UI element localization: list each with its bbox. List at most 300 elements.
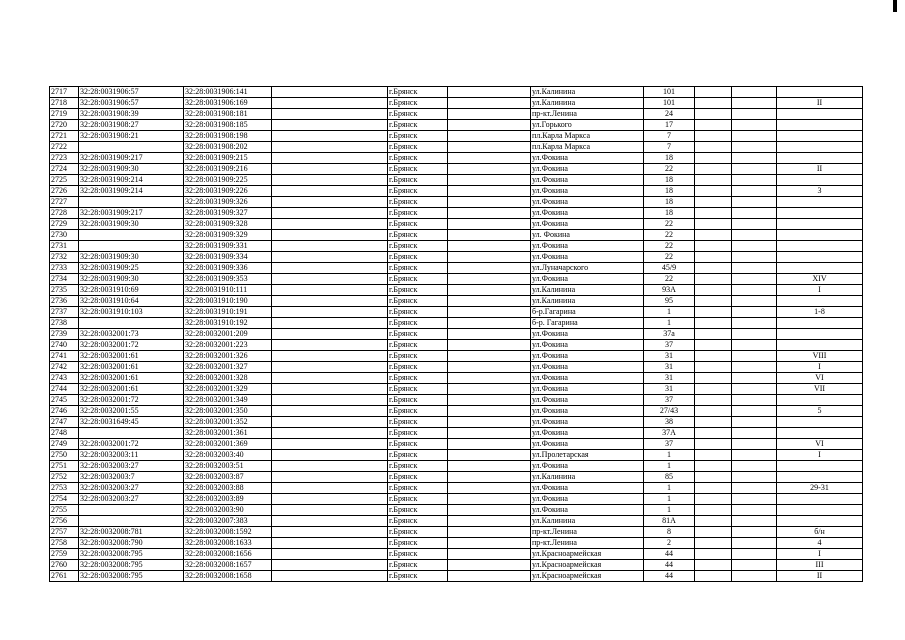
house-number-cell: 37 (644, 340, 695, 351)
house-number-cell: 22 (644, 274, 695, 285)
house-number-cell: 44 (644, 560, 695, 571)
blank-col-4-cell (732, 505, 777, 516)
blank-col-3-cell (695, 285, 732, 296)
blank-col-2-cell (448, 175, 531, 186)
blank-col-2-cell (448, 142, 531, 153)
blank-col-2-cell (448, 87, 531, 98)
blank-col-2-cell (448, 395, 531, 406)
row-number-cell: 2758 (50, 538, 79, 549)
house-number-cell: 1 (644, 318, 695, 329)
blank-col-4-cell (732, 274, 777, 285)
house-number-cell: 31 (644, 373, 695, 384)
table-row (50, 307, 863, 318)
land-cadastral-number-cell: 32:28:0032001:72 (79, 439, 184, 450)
blank-col-4-cell (732, 186, 777, 197)
land-cadastral-number-cell (79, 230, 184, 241)
blank-col-cell (272, 450, 388, 461)
blank-col-4-cell (732, 439, 777, 450)
apartment-cell (777, 263, 863, 274)
city-cell: г.Брянск (388, 208, 448, 219)
city-cell: г.Брянск (388, 263, 448, 274)
house-number-cell: 24 (644, 109, 695, 120)
table-row (50, 340, 863, 351)
city-cell: г.Брянск (388, 109, 448, 120)
row-number-cell: 2740 (50, 340, 79, 351)
apartment-cell (777, 494, 863, 505)
blank-col-4-cell (732, 98, 777, 109)
blank-col-cell (272, 538, 388, 549)
object-cadastral-number-cell: 32:28:0032003:51 (184, 461, 272, 472)
blank-col-3-cell (695, 560, 732, 571)
land-cadastral-number-cell: 32:28:0031909:30 (79, 164, 184, 175)
blank-col-2-cell (448, 164, 531, 175)
street-cell: ул.Фокина (531, 252, 644, 263)
blank-col-3-cell (695, 450, 732, 461)
apartment-cell: 29-31 (777, 483, 863, 494)
blank-col-4-cell (732, 571, 777, 582)
apartment-cell: VI (777, 439, 863, 450)
blank-col-2-cell (448, 296, 531, 307)
house-number-cell: 37 (644, 439, 695, 450)
object-cadastral-number-cell: 32:28:0031909:353 (184, 274, 272, 285)
street-cell: ул.Фокина (531, 340, 644, 351)
blank-col-3-cell (695, 351, 732, 362)
land-cadastral-number-cell: 32:28:0032008:790 (79, 538, 184, 549)
blank-col-4-cell (732, 142, 777, 153)
table-row (50, 549, 863, 560)
apartment-cell: 4 (777, 538, 863, 549)
house-number-cell: 18 (644, 175, 695, 186)
house-number-cell: 38 (644, 417, 695, 428)
blank-col-3-cell (695, 340, 732, 351)
object-cadastral-number-cell: 32:28:0032008:1656 (184, 549, 272, 560)
blank-col-4-cell (732, 527, 777, 538)
blank-col-4-cell (732, 318, 777, 329)
blank-col-4-cell (732, 219, 777, 230)
apartment-cell (777, 318, 863, 329)
row-number-cell: 2743 (50, 373, 79, 384)
blank-col-2-cell (448, 362, 531, 373)
table-row (50, 494, 863, 505)
blank-col-2-cell (448, 208, 531, 219)
blank-col-3-cell (695, 384, 732, 395)
table-row (50, 263, 863, 274)
table-row (50, 351, 863, 362)
land-cadastral-number-cell: 32:28:0031909:30 (79, 274, 184, 285)
table-row (50, 516, 863, 527)
row-number-cell: 2756 (50, 516, 79, 527)
object-cadastral-number-cell: 32:28:0032008:1658 (184, 571, 272, 582)
house-number-cell: 2 (644, 538, 695, 549)
blank-col-4-cell (732, 461, 777, 472)
city-cell: г.Брянск (388, 450, 448, 461)
blank-col-3-cell (695, 263, 732, 274)
land-cadastral-number-cell: 32:28:0032008:795 (79, 549, 184, 560)
blank-col-2-cell (448, 252, 531, 263)
object-cadastral-number-cell: 32:28:0031909:329 (184, 230, 272, 241)
city-cell: г.Брянск (388, 318, 448, 329)
land-cadastral-number-cell (79, 197, 184, 208)
blank-col-3-cell (695, 472, 732, 483)
row-number-cell: 2733 (50, 263, 79, 274)
house-number-cell: 31 (644, 362, 695, 373)
house-number-cell: 101 (644, 87, 695, 98)
blank-col-cell (272, 439, 388, 450)
object-cadastral-number-cell: 32:28:0032003:88 (184, 483, 272, 494)
blank-col-cell (272, 329, 388, 340)
land-cadastral-number-cell: 32:28:0031908:27 (79, 120, 184, 131)
apartment-cell: II (777, 164, 863, 175)
blank-col-3-cell (695, 186, 732, 197)
blank-col-3-cell (695, 461, 732, 472)
row-number-cell: 2737 (50, 307, 79, 318)
apartment-cell: I (777, 362, 863, 373)
street-cell: ул.Фокина (531, 164, 644, 175)
blank-col-2-cell (448, 560, 531, 571)
blank-col-cell (272, 296, 388, 307)
blank-col-cell (272, 263, 388, 274)
blank-col-2-cell (448, 571, 531, 582)
blank-col-4-cell (732, 307, 777, 318)
street-cell: ул.Фокина (531, 428, 644, 439)
object-cadastral-number-cell: 32:28:0032001:328 (184, 373, 272, 384)
blank-col-2-cell (448, 98, 531, 109)
house-number-cell: 18 (644, 208, 695, 219)
blank-col-2-cell (448, 428, 531, 439)
house-number-cell: 18 (644, 153, 695, 164)
city-cell: г.Брянск (388, 296, 448, 307)
land-cadastral-number-cell: 32:28:0031908:39 (79, 109, 184, 120)
apartment-cell (777, 428, 863, 439)
apartment-cell (777, 87, 863, 98)
city-cell: г.Брянск (388, 571, 448, 582)
apartment-cell (777, 472, 863, 483)
row-number-cell: 2728 (50, 208, 79, 219)
table-row (50, 164, 863, 175)
blank-col-3-cell (695, 230, 732, 241)
table-row (50, 395, 863, 406)
house-number-cell: 22 (644, 252, 695, 263)
house-number-cell: 22 (644, 241, 695, 252)
street-cell: ул.Калинина (531, 98, 644, 109)
land-cadastral-number-cell: 32:28:0031910:64 (79, 296, 184, 307)
blank-col-4-cell (732, 131, 777, 142)
blank-col-2-cell (448, 351, 531, 362)
house-number-cell: 85 (644, 472, 695, 483)
blank-col-3-cell (695, 274, 732, 285)
object-cadastral-number-cell: 32:28:0031909:326 (184, 197, 272, 208)
city-cell: г.Брянск (388, 362, 448, 373)
blank-col-2-cell (448, 516, 531, 527)
blank-col-4-cell (732, 230, 777, 241)
blank-col-cell (272, 219, 388, 230)
blank-col-4-cell (732, 373, 777, 384)
blank-col-cell (272, 241, 388, 252)
blank-col-2-cell (448, 318, 531, 329)
street-cell: ул.Фокина (531, 351, 644, 362)
blank-col-2-cell (448, 109, 531, 120)
blank-col-2-cell (448, 230, 531, 241)
blank-col-3-cell (695, 296, 732, 307)
apartment-cell: VI (777, 373, 863, 384)
blank-col-cell (272, 252, 388, 263)
table-row (50, 241, 863, 252)
land-cadastral-number-cell: 32:28:0031909:217 (79, 153, 184, 164)
blank-col-3-cell (695, 406, 732, 417)
street-cell: пл.Карла Маркса (531, 142, 644, 153)
blank-col-3-cell (695, 109, 732, 120)
blank-col-cell (272, 505, 388, 516)
table-row (50, 87, 863, 98)
street-cell: ул.Фокина (531, 362, 644, 373)
blank-col-4-cell (732, 483, 777, 494)
blank-col-cell (272, 461, 388, 472)
land-cadastral-number-cell: 32:28:0031910:69 (79, 285, 184, 296)
blank-col-cell (272, 285, 388, 296)
object-cadastral-number-cell: 32:28:0032003:40 (184, 450, 272, 461)
house-number-cell: 22 (644, 230, 695, 241)
row-number-cell: 2749 (50, 439, 79, 450)
land-cadastral-number-cell: 32:28:0032001:61 (79, 384, 184, 395)
street-cell: ул.Фокина (531, 274, 644, 285)
blank-col-4-cell (732, 428, 777, 439)
land-cadastral-number-cell: 32:28:0031909:30 (79, 219, 184, 230)
blank-col-3-cell (695, 505, 732, 516)
land-cadastral-number-cell: 32:28:0032003:11 (79, 450, 184, 461)
city-cell: г.Брянск (388, 164, 448, 175)
city-cell: г.Брянск (388, 527, 448, 538)
row-number-cell: 2761 (50, 571, 79, 582)
city-cell: г.Брянск (388, 538, 448, 549)
blank-col-2-cell (448, 373, 531, 384)
blank-col-3-cell (695, 164, 732, 175)
apartment-cell (777, 505, 863, 516)
table-row (50, 274, 863, 285)
table-row (50, 296, 863, 307)
table-row (50, 538, 863, 549)
blank-col-2-cell (448, 549, 531, 560)
land-cadastral-number-cell: 32:28:0032001:72 (79, 395, 184, 406)
blank-col-cell (272, 494, 388, 505)
blank-col-cell (272, 186, 388, 197)
city-cell: г.Брянск (388, 329, 448, 340)
house-number-cell: 45/9 (644, 263, 695, 274)
table-row (50, 285, 863, 296)
land-cadastral-number-cell: 32:28:0032001:61 (79, 362, 184, 373)
street-cell: ул.Фокина (531, 494, 644, 505)
object-cadastral-number-cell: 32:28:0032001:349 (184, 395, 272, 406)
blank-col-cell (272, 164, 388, 175)
apartment-cell (777, 329, 863, 340)
land-cadastral-number-cell: 32:28:0031909:30 (79, 252, 184, 263)
row-number-cell: 2739 (50, 329, 79, 340)
blank-col-4-cell (732, 549, 777, 560)
city-cell: г.Брянск (388, 142, 448, 153)
object-cadastral-number-cell: 32:28:0032001:326 (184, 351, 272, 362)
object-cadastral-number-cell: 32:28:0032003:90 (184, 505, 272, 516)
house-number-cell: 1 (644, 461, 695, 472)
table-row (50, 571, 863, 582)
blank-col-4-cell (732, 362, 777, 373)
table-row (50, 175, 863, 186)
blank-col-cell (272, 274, 388, 285)
street-cell: ул.Фокина (531, 219, 644, 230)
apartment-cell: I (777, 450, 863, 461)
blank-col-cell (272, 571, 388, 582)
land-cadastral-number-cell: 32:28:0031909:25 (79, 263, 184, 274)
blank-col-3-cell (695, 120, 732, 131)
row-number-cell: 2759 (50, 549, 79, 560)
row-number-cell: 2723 (50, 153, 79, 164)
blank-col-3-cell (695, 417, 732, 428)
blank-col-4-cell (732, 406, 777, 417)
blank-col-cell (272, 516, 388, 527)
property-registry-table (49, 86, 863, 582)
table-row (50, 505, 863, 516)
object-cadastral-number-cell: 32:28:0032008:1633 (184, 538, 272, 549)
blank-col-cell (272, 527, 388, 538)
street-cell: ул.Красноармейская (531, 571, 644, 582)
blank-col-3-cell (695, 131, 732, 142)
blank-col-3-cell (695, 395, 732, 406)
blank-col-3-cell (695, 549, 732, 560)
house-number-cell: 1 (644, 494, 695, 505)
blank-col-2-cell (448, 153, 531, 164)
object-cadastral-number-cell: 32:28:0031909:336 (184, 263, 272, 274)
blank-col-cell (272, 483, 388, 494)
blank-col-cell (272, 549, 388, 560)
street-cell: ул.Калинина (531, 472, 644, 483)
apartment-cell: VIII (777, 351, 863, 362)
blank-col-cell (272, 98, 388, 109)
row-number-cell: 2752 (50, 472, 79, 483)
row-number-cell: 2751 (50, 461, 79, 472)
blank-col-2-cell (448, 384, 531, 395)
street-cell: ул.Фокина (531, 208, 644, 219)
row-number-cell: 2721 (50, 131, 79, 142)
table-row (50, 120, 863, 131)
blank-col-4-cell (732, 175, 777, 186)
blank-col-4-cell (732, 285, 777, 296)
blank-col-cell (272, 153, 388, 164)
house-number-cell: 22 (644, 219, 695, 230)
scan-edge-mark (893, 0, 897, 12)
blank-col-cell (272, 131, 388, 142)
row-number-cell: 2724 (50, 164, 79, 175)
land-cadastral-number-cell: 32:28:0032003:27 (79, 461, 184, 472)
apartment-cell (777, 296, 863, 307)
street-cell: пр-кт.Ленина (531, 109, 644, 120)
blank-col-4-cell (732, 450, 777, 461)
apartment-cell (777, 175, 863, 186)
object-cadastral-number-cell: 32:28:0032007:383 (184, 516, 272, 527)
object-cadastral-number-cell: 32:28:0031908:198 (184, 131, 272, 142)
object-cadastral-number-cell: 32:28:0031910:191 (184, 307, 272, 318)
blank-col-3-cell (695, 208, 732, 219)
street-cell: ул.Фокина (531, 241, 644, 252)
row-number-cell: 2754 (50, 494, 79, 505)
table-row (50, 142, 863, 153)
blank-col-3-cell (695, 87, 732, 98)
table-row (50, 131, 863, 142)
blank-col-4-cell (732, 296, 777, 307)
land-cadastral-number-cell (79, 318, 184, 329)
house-number-cell: 1 (644, 483, 695, 494)
street-cell: ул.Фокина (531, 186, 644, 197)
object-cadastral-number-cell: 32:28:0031909:334 (184, 252, 272, 263)
blank-col-cell (272, 120, 388, 131)
city-cell: г.Брянск (388, 494, 448, 505)
land-cadastral-number-cell: 32:28:0032001:72 (79, 340, 184, 351)
object-cadastral-number-cell: 32:28:0031908:185 (184, 120, 272, 131)
table-row (50, 252, 863, 263)
apartment-cell (777, 516, 863, 527)
blank-col-2-cell (448, 186, 531, 197)
house-number-cell: 31 (644, 384, 695, 395)
city-cell: г.Брянск (388, 241, 448, 252)
house-number-cell: 1 (644, 450, 695, 461)
blank-col-2-cell (448, 439, 531, 450)
street-cell: ул.Фокина (531, 153, 644, 164)
blank-col-cell (272, 230, 388, 241)
table-row (50, 186, 863, 197)
blank-col-4-cell (732, 494, 777, 505)
object-cadastral-number-cell: 32:28:0031909:327 (184, 208, 272, 219)
city-cell: г.Брянск (388, 98, 448, 109)
land-cadastral-number-cell: 32:28:0032001:61 (79, 351, 184, 362)
blank-col-2-cell (448, 417, 531, 428)
street-cell: ул.Фокина (531, 197, 644, 208)
blank-col-4-cell (732, 109, 777, 120)
object-cadastral-number-cell: 32:28:0031909:331 (184, 241, 272, 252)
blank-col-2-cell (448, 329, 531, 340)
blank-col-4-cell (732, 87, 777, 98)
table-row (50, 428, 863, 439)
blank-col-3-cell (695, 175, 732, 186)
apartment-cell (777, 230, 863, 241)
table-row (50, 230, 863, 241)
blank-col-cell (272, 395, 388, 406)
street-cell: ул.Калинина (531, 516, 644, 527)
table-row (50, 208, 863, 219)
land-cadastral-number-cell: 32:28:0032003:27 (79, 494, 184, 505)
apartment-cell (777, 131, 863, 142)
land-cadastral-number-cell: 32:28:0032008:795 (79, 560, 184, 571)
apartment-cell (777, 395, 863, 406)
house-number-cell: 37а (644, 329, 695, 340)
land-cadastral-number-cell: 32:28:0032003:27 (79, 483, 184, 494)
city-cell: г.Брянск (388, 395, 448, 406)
row-number-cell: 2746 (50, 406, 79, 417)
blank-col-4-cell (732, 340, 777, 351)
row-number-cell: 2719 (50, 109, 79, 120)
house-number-cell: 18 (644, 197, 695, 208)
city-cell: г.Брянск (388, 230, 448, 241)
object-cadastral-number-cell: 32:28:0032001:361 (184, 428, 272, 439)
apartment-cell: 5 (777, 406, 863, 417)
city-cell: г.Брянск (388, 417, 448, 428)
street-cell: ул.Фокина (531, 175, 644, 186)
table-row (50, 109, 863, 120)
table-row (50, 439, 863, 450)
table-row (50, 219, 863, 230)
blank-col-4-cell (732, 252, 777, 263)
city-cell: г.Брянск (388, 131, 448, 142)
city-cell: г.Брянск (388, 549, 448, 560)
object-cadastral-number-cell: 32:28:0032008:1657 (184, 560, 272, 571)
street-cell: ул.Красноармейская (531, 549, 644, 560)
blank-col-2-cell (448, 538, 531, 549)
